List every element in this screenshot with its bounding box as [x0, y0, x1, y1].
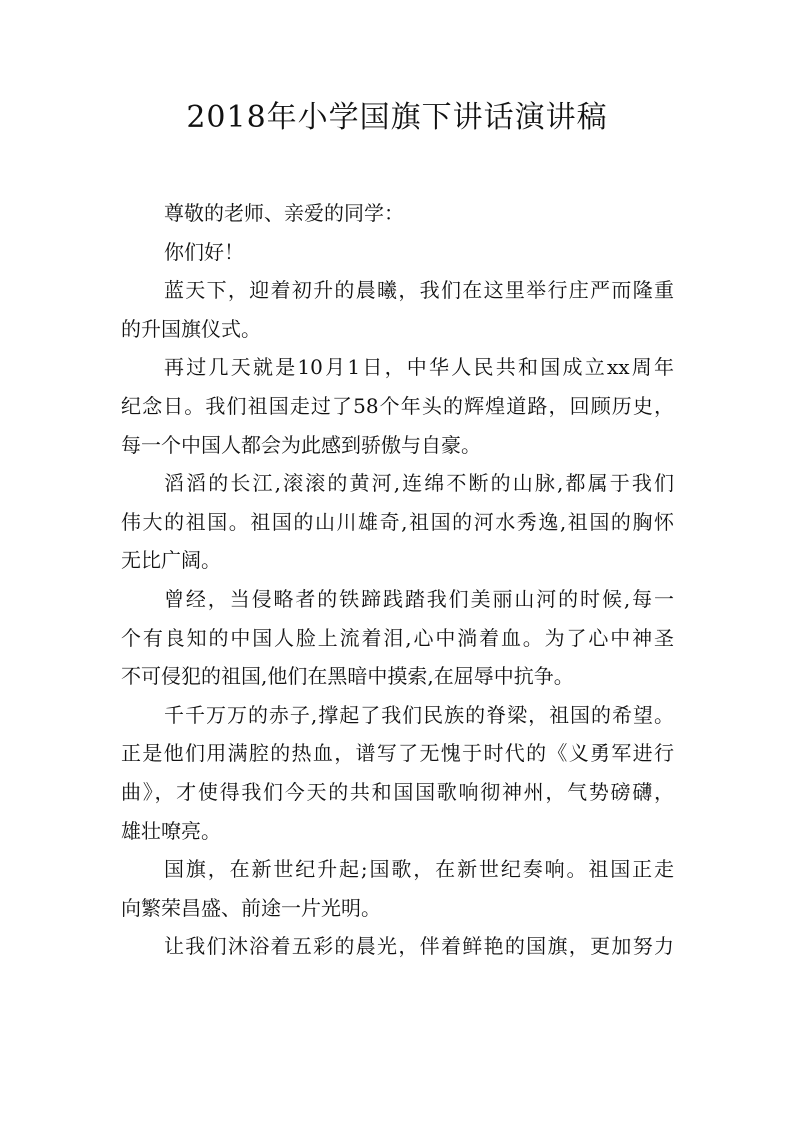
paragraph [121, 194, 674, 233]
paragraph [121, 348, 674, 464]
paragraph [121, 850, 674, 927]
paragraph [121, 233, 674, 272]
text-line: 每一个中国人都会为此感到骄傲与自豪。 [121, 432, 481, 457]
text-line: 千千万万的赤子,撑起了我们民族的脊梁，祖国的希望。 [164, 702, 674, 727]
text-line: 再过几天就是10月1日，中华人民共和国成立xx周年 [164, 355, 674, 380]
text-line: 曾经，当侵略者的铁蹄践踏我们美丽山河的时候,每一 [164, 586, 674, 611]
text-line: 让我们沐浴着五彩的晨光，伴着鲜艳的国旗，更加努力 [164, 934, 674, 959]
paragraph [121, 580, 674, 696]
text-line: 正是他们用满腔的热血，谱写了无愧于时代的《义勇军进行 [121, 741, 674, 766]
text-line: 蓝天下，迎着初升的晨曦，我们在这里举行庄严而隆重 [164, 278, 674, 303]
text-line: 雄壮嘹亮。 [121, 818, 221, 843]
text-line: 的升国旗仪式。 [121, 316, 261, 341]
text-line: 尊敬的老师、亲爱的同学： [164, 201, 404, 225]
paragraph [121, 464, 674, 580]
text-line: 不可侵犯的祖国,他们在黑暗中摸索,在屈辱中抗争。 [121, 664, 574, 689]
paragraph [121, 696, 674, 850]
text-line: 伟大的祖国。祖国的山川雄奇,祖国的河水秀逸,祖国的胸怀 [121, 509, 674, 534]
text-line: 向繁荣昌盛、前途一片光明。 [121, 895, 381, 920]
paragraph [121, 271, 674, 348]
text-line: 你们好！ [164, 239, 244, 264]
text-line: 无比广阔。 [121, 548, 221, 573]
text-line: 纪念日。我们祖国走过了58个年头的辉煌道路，回顾历史， [121, 393, 674, 418]
text-line: 国旗，在新世纪升起;国歌，在新世纪奏响。祖国正走 [164, 857, 674, 882]
document-title: 2018年小学国旗下讲话演讲稿 [186, 100, 608, 135]
document-body [121, 194, 674, 966]
text-line: 曲》，才使得我们今天的共和国国歌响彻神州，气势磅礴， [121, 779, 674, 804]
text-line: 滔滔的长江,滚滚的黄河,连绵不断的山脉,都属于我们 [164, 471, 674, 496]
text-line: 个有良知的中国人脸上流着泪,心中淌着血。为了心中神圣 [121, 625, 674, 650]
paragraph [121, 927, 674, 966]
